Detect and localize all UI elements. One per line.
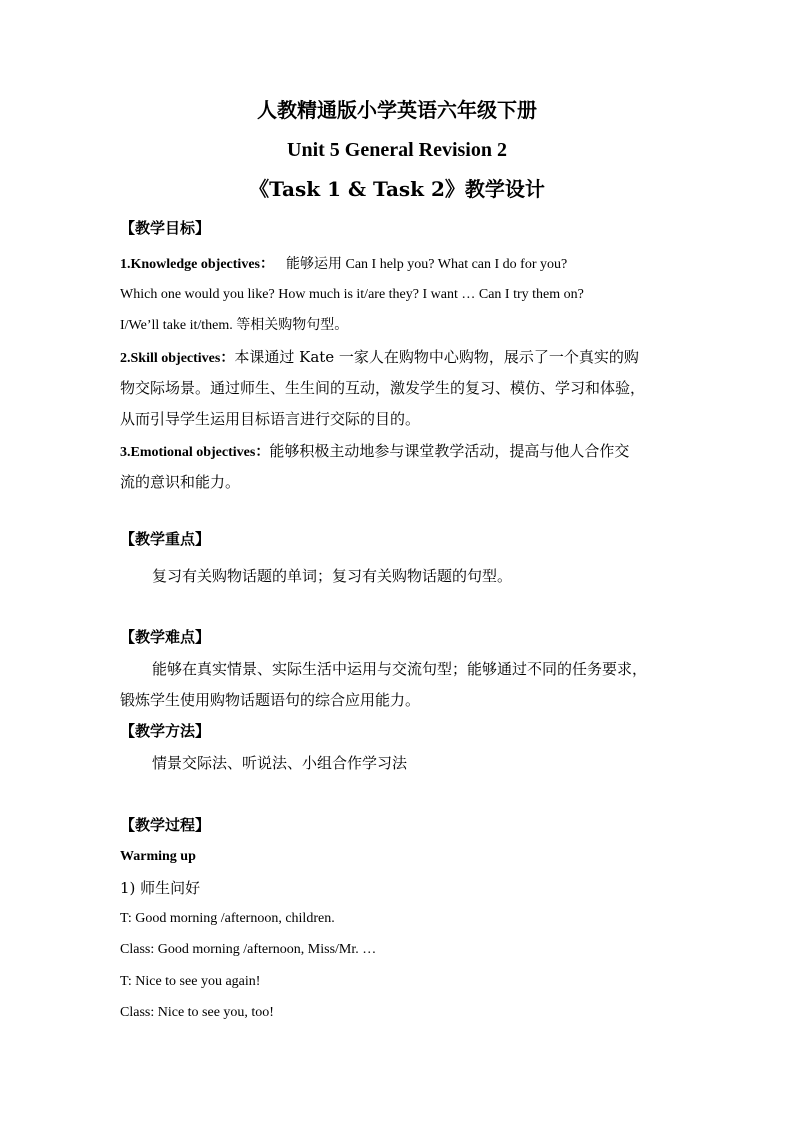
knowledge-objective-label: 1.Knowledge objectives： xyxy=(120,257,274,272)
dialog-line: Class: Nice to see you, too! xyxy=(120,1005,274,1020)
document-task-title: 《Task 1 & Task 2》教学设计 xyxy=(249,177,545,201)
document-unit-title: Unit 5 General Revision 2 xyxy=(287,139,507,161)
skill-objective-label: 2.Skill objectives： xyxy=(120,351,235,366)
skill-objective-text-2: 物交际场景。通过师生、生生间的互动，激发学生的复习、模仿、学习和体验， xyxy=(120,379,646,397)
emotional-objective-text: 能够积极主动地参与课堂教学活动，提高与他人合作交 xyxy=(269,442,630,460)
difficulties-text-1: 能够在真实情景、实际生活中运用与交流句型；能够通过不同的任务要求， xyxy=(152,660,648,678)
skill-objective-text: 本课通过 Kate 一家人在购物中心购物，展示了一个真实的购 xyxy=(234,348,639,366)
emotional-objective-text-2: 流的意识和能力。 xyxy=(120,473,241,491)
knowledge-objective-text-3: I/We’ll take it/them. 等相关购物句型。 xyxy=(120,318,349,333)
process-heading: 【教学过程】 xyxy=(120,816,211,834)
skill-objective-text-3: 从而引导学生运用目标语言进行交际的目的。 xyxy=(120,410,421,428)
step-greeting: 1) 师生问好 xyxy=(120,879,201,897)
document-title: 人教精通版小学英语六年级下册 xyxy=(257,98,537,122)
dialog-line: Class: Good morning /afternoon, Miss/Mr. … xyxy=(120,942,377,957)
warming-up-heading: Warming up xyxy=(120,849,196,864)
difficulties-heading: 【教学难点】 xyxy=(120,628,211,646)
knowledge-objective-text-2: Which one would you like? How much is it/are they? I want … Can I try them on? xyxy=(120,287,584,302)
emotional-objective-line xyxy=(120,441,629,463)
objectives-heading: 【教学目标】 xyxy=(120,219,211,237)
key-points-text: 复习有关购物话题的单词；复习有关购物话题的句型。 xyxy=(152,567,513,585)
key-points-heading: 【教学重点】 xyxy=(120,530,211,548)
methods-heading: 【教学方法】 xyxy=(120,722,211,740)
knowledge-objective-line xyxy=(120,253,567,275)
skill-objective-line xyxy=(120,347,639,369)
dialog-line: T: Nice to see you again! xyxy=(120,974,261,989)
dialog-line: T: Good morning /afternoon, children. xyxy=(120,911,335,926)
difficulties-text-2: 锻炼学生使用购物话题语句的综合应用能力。 xyxy=(120,691,421,709)
knowledge-objective-text: 能够运用 Can I help you? What can I do for you? xyxy=(285,257,568,272)
emotional-objective-label: 3.Emotional objectives： xyxy=(120,445,270,460)
methods-text: 情景交际法、听说法、小组合作学习法 xyxy=(152,754,408,772)
